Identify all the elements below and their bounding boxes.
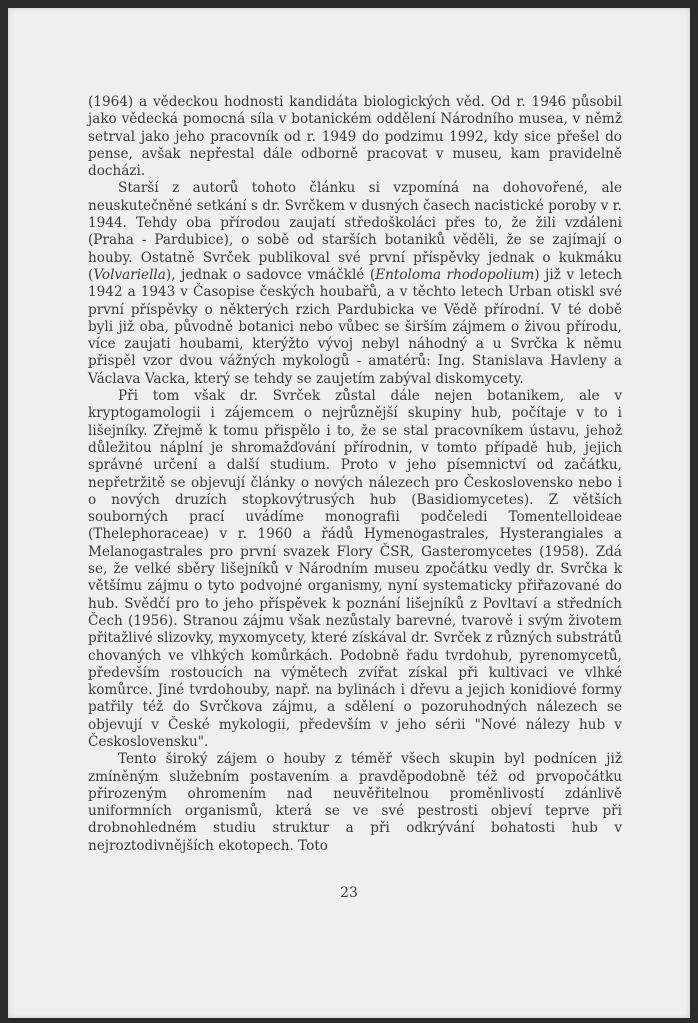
page-number: 23 (340, 885, 358, 901)
text-run: Při tom však dr. Svrček zůstal dále nejen botanikem, ale v kryptogamologii i zájemcem o nejrůznější skupiny hub, počítaje v to i lišejníky. Zřejmě k tomu přispělo i to, že se stal pracovníkem ústavu, jehož důležitou náplní je shromažďování přírodnin, v tomto případě hub, jejich správné určení a další studium. Proto v jeho písemnictví od začátku, nepřetržitě se objevují články o nových nálezech pro Československo nebo i o nových druzích stopkovýtrusých hub (Basidiomycetes). Z větších souborných prací uvádíme monografii podčeledi Tomentelloideae (Thelephoraceae) v r. 1960 a řádů Hymenogastrales, Hysterangiales a Melanogastrales pro první svazek Flory ČSR, Gasteromycetes (1958). Zdá se, že velké sběry lišejníků v Národním museu zpočátku vedly dr. Svrčka k většímu zájmu o tyto podvojné organismy, nyní systematicky přiřazované do hub. Svědčí pro to jeho příspěvek k poznání lišejníků z Povltaví a středních Čech (1956). Stranou zájmu však nezůstaly barevné, tvarově i svým životem přitažlivé slizovky, myxomycety, které získával dr. Svrček z různých substrátů chovaných ve vlhkých komůrkách. Podobně řadu tvrdohub, pyrenomycetů, především rostoucích na výmětech zvířat získal při kultivaci ve vlhké komůrce. Jiné tvrdohouby, např. na bylinách i dřevu a jejich konidiové formy patřily též do Svrčkova zájmu, a sdělení o pozoruhodných nálezech se objevují v České mykologii, především v jeho sérii "Nové nálezy hub v Československu". (88, 388, 622, 750)
body-text (88, 94, 622, 855)
text-run: Starší z autorů tohoto článku si vzpomíná na dohovořené, ale neuskutečněné setkání s dr. Svrčkem v dusných časech nacistické poroby v r. 1944. Tehdy oba přírodou zaujatí středoškoláci přes to, že žili vzdáleni (Praha - Pardubice), o sobě od starších botaniků věděli, že se zajímají o houby. Ostatně Svrček publikoval své první příspěvky jednak o kukmáku ( (88, 180, 622, 283)
paragraph-3 (88, 388, 622, 751)
taxon-name: Entoloma rhodopolium (375, 266, 535, 283)
paragraph-4 (88, 751, 622, 855)
taxon-name: Volvariella (93, 266, 166, 283)
paragraph-2 (88, 180, 622, 388)
text-run: ), jednak o sadovce vmáčklé ( (165, 266, 376, 283)
document-page (8, 8, 690, 1018)
text-run: (1964) a vědeckou hodnosti kandidáta biologických věd. Od r. 1946 působil jako vědecká pomocná síla v botanickém oddělení Národního musea, v němž setrval jako jeho pracovník od r. 1949 do podzimu 1992, kdy sice přešel do pense, avšak nepřestal dále odborně pracovat v museu, kam pravidelně docházi. (88, 94, 622, 180)
paragraph-1 (88, 94, 622, 180)
text-run: Tento široký zájem o houby z téměř všech skupin byl podnícen již zmíněným služebním postavením a pravděpodobně též od prvopočátku přirozeným ohromením nad neuvěřitelnou proměnlivostí zdánlivě uniformních organismů, která se ve své pestrosti objeví teprve při drobnohledném studiu struktur a při odkrývání bohatosti hub v nejroztodivnějších ekotopech. Toto (88, 751, 622, 854)
text-run: ) již v letech 1942 a 1943 v Časopise českých houbařů, a v těchto letech Urban otiskl své první příspěvky o některých rzich Pardubicka ve Vědě přírodní. V té době byli již oba, původně botanici nebo vůbec se širším zájmem o živou přírodu, více zaujati houbami, kterýžto vývoj nebyl náhodný a u Svrčka k němu přispěl vzor dvou vážných mykologů - amatérů: Ing. Stanislava Havleny a Václava Vacka, který se tehdy se zaujetím zabýval diskomycety. (88, 266, 622, 387)
